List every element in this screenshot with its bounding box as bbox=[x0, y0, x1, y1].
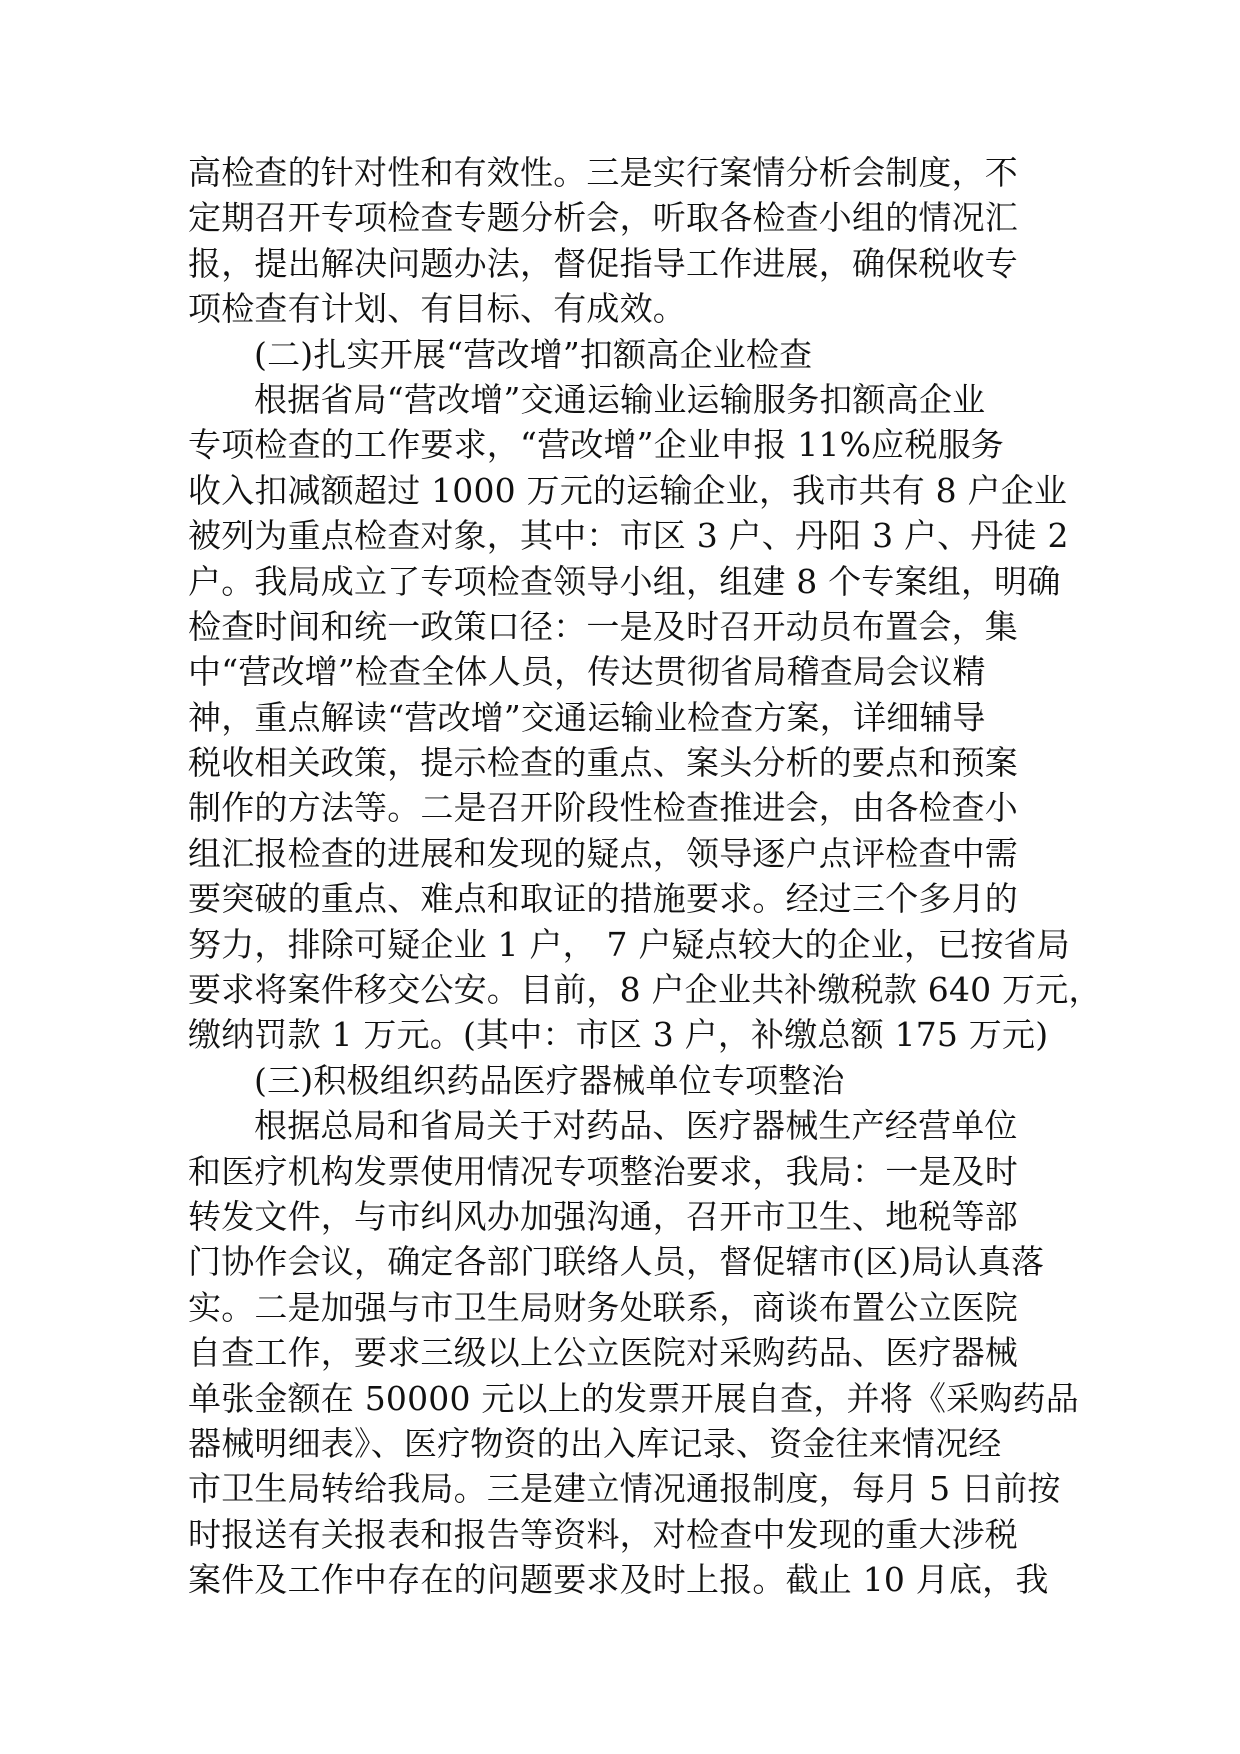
text-line: 税收相关政策，提示检查的重点、案头分析的要点和预案 bbox=[188, 743, 1018, 783]
text-line: 要突破的重点、难点和取证的措施要求。经过三个多月的 bbox=[188, 879, 1018, 919]
text-line: 自查工作，要求三级以上公立医院对采购药品、医疗器械 bbox=[188, 1333, 1018, 1373]
text-line: 组汇报检查的进展和发现的疑点，领导逐户点评检查中需 bbox=[188, 833, 1018, 873]
text-line: 门协作会议，确定各部门联络人员，督促辖市(区)局认真落 bbox=[188, 1242, 1045, 1282]
text-line: 缴纳罚款 1 万元。(其中：市区 3 户，补缴总额 175 万元) bbox=[188, 1015, 1049, 1055]
paragraph-start-line: 根据省局“营改增”交通运输业运输服务扣额高企业 bbox=[254, 379, 986, 419]
text-line: 报，提出解决问题办法，督促指导工作进展，确保税收专 bbox=[188, 243, 1018, 283]
text-line: 市卫生局转给我局。三是建立情况通报制度，每月 5 日前按 bbox=[188, 1469, 1061, 1509]
text-line: 中“营改增”检查全体人员，传达贯彻省局稽查局会议精 bbox=[188, 652, 986, 692]
text-line: 收入扣减额超过 1000 万元的运输企业，我市共有 8 户企业 bbox=[188, 470, 1068, 510]
text-line: 检查时间和统一政策口径：一是及时召开动员布置会，集 bbox=[188, 606, 1018, 646]
text-line: 和医疗机构发票使用情况专项整治要求，我局：一是及时 bbox=[188, 1151, 1018, 1191]
text-line: 努力，排除可疑企业 1 户， 7 户疑点较大的企业，已按省局 bbox=[188, 924, 1070, 964]
text-line: 单张金额在 50000 元以上的发票开展自查，并将《采购药品 bbox=[188, 1378, 1079, 1418]
text-line: 项检查有计划、有目标、有成效。 bbox=[188, 289, 686, 329]
paragraph-start-line: (二)扎实开展“营改增”扣额高企业检查 bbox=[254, 334, 813, 374]
text-line: 转发文件，与市纠风办加强沟通，召开市卫生、地税等部 bbox=[188, 1196, 1018, 1236]
text-line: 器械明细表》、医疗物资的出入库记录、资金往来情况经 bbox=[188, 1423, 1002, 1463]
text-line: 高检查的针对性和有效性。三是实行案情分析会制度，不 bbox=[188, 153, 1018, 192]
text-line: 时报送有关报表和报告等资料，对检查中发现的重大涉税 bbox=[188, 1514, 1018, 1554]
text-line: 户。我局成立了专项检查领导小组，组建 8 个专案组，明确 bbox=[188, 561, 1061, 601]
paragraph-start-line: 根据总局和省局关于对药品、医疗器械生产经营单位 bbox=[254, 1106, 1018, 1146]
document-body bbox=[188, 150, 1102, 1603]
text-line: 专项检查的工作要求，“营改增”企业申报 11%应税服务 bbox=[188, 425, 1004, 465]
text-line: 神，重点解读“营改增”交通运输业检查方案，详细辅导 bbox=[188, 697, 986, 737]
text-line: 案件及工作中存在的问题要求及时上报。截止 10 月底，我 bbox=[188, 1560, 1049, 1600]
paragraph-start-line: (三)积极组织药品医疗器械单位专项整治 bbox=[254, 1060, 845, 1100]
text-line: 实。二是加强与市卫生局财务处联系，商谈布置公立医院 bbox=[188, 1287, 1018, 1327]
text-line: 定期召开专项检查专题分析会，听取各检查小组的情况汇 bbox=[188, 198, 1018, 238]
text-line: 被列为重点检查对象，其中：市区 3 户、丹阳 3 户、丹徒 2 bbox=[188, 516, 1069, 556]
text-line: 要求将案件移交公安。目前，8 户企业共补缴税款 640 万元， bbox=[188, 970, 1102, 1010]
text-line: 制作的方法等。二是召开阶段性检查推进会，由各检查小 bbox=[188, 788, 1018, 828]
